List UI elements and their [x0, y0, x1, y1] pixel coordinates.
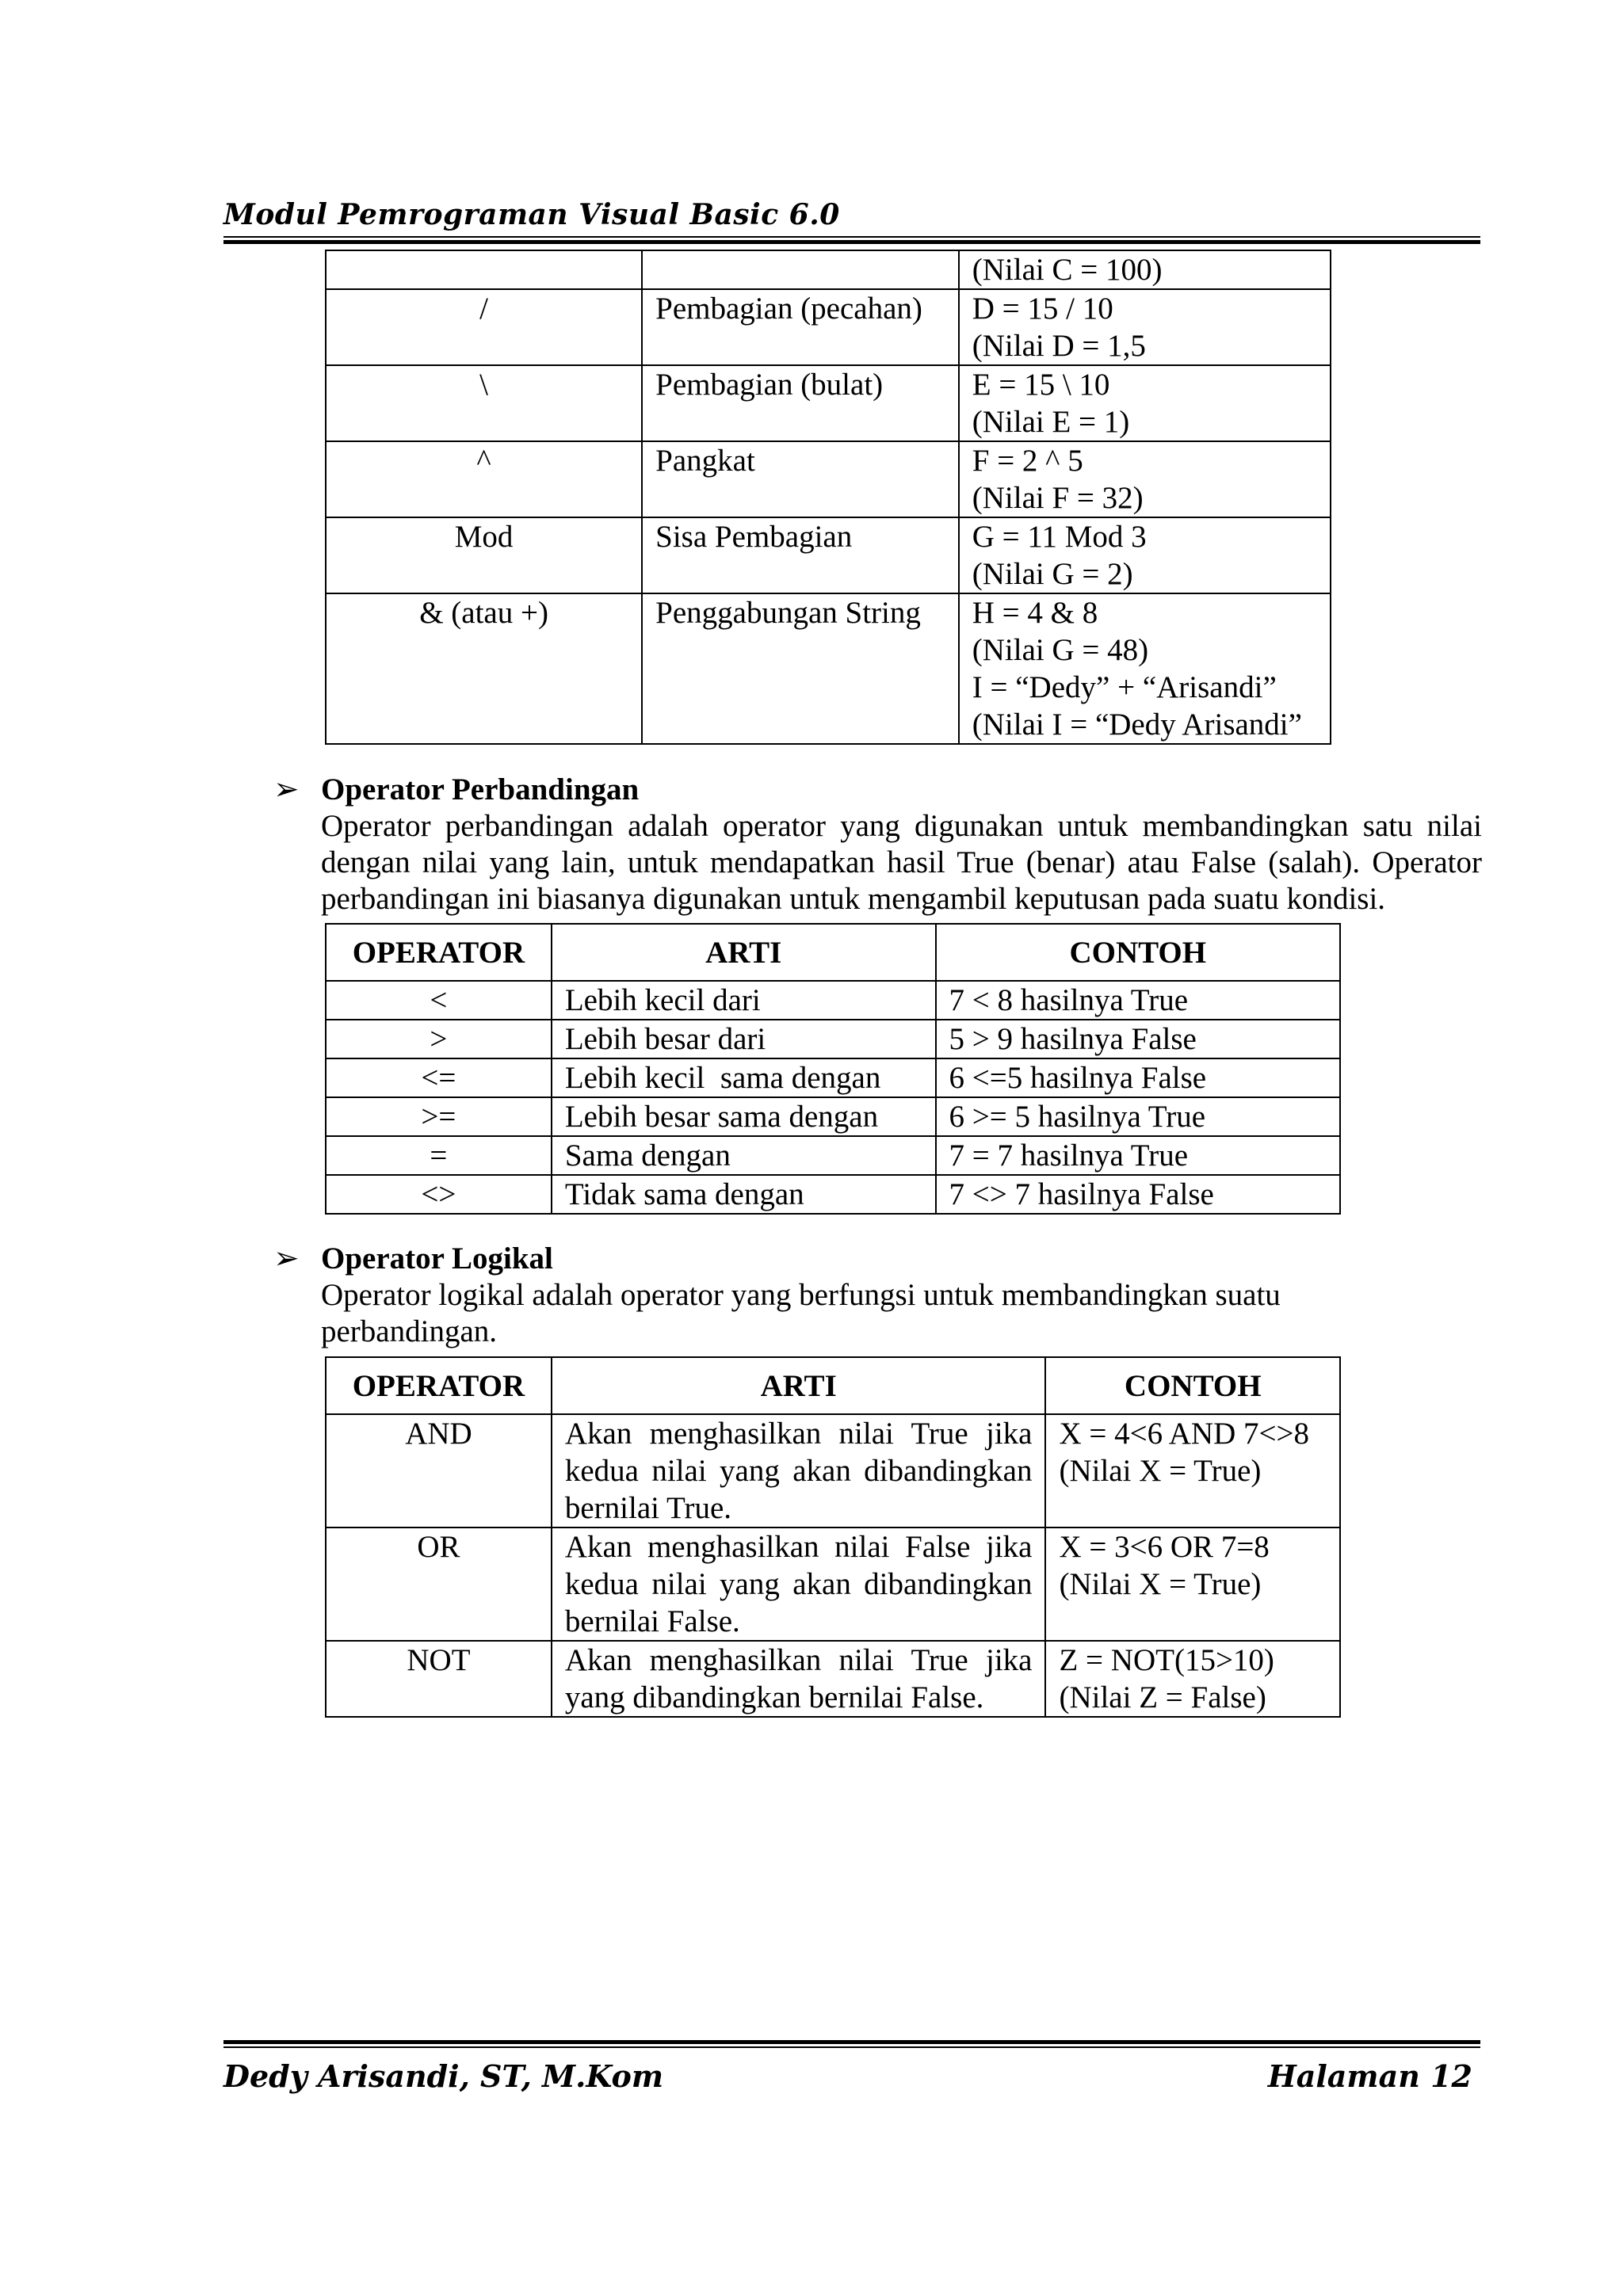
arti-cell: Lebih kecil sama dengan [552, 1058, 936, 1097]
page-header-title: Modul Pemrograman Visual Basic 6.0 [223, 198, 840, 231]
footer-author: Dedy Arisandi, ST, M.Kom [223, 2058, 664, 2094]
arti-cell: Sisa Pembagian [642, 517, 959, 593]
table-row [326, 593, 1331, 744]
column-header: ARTI [552, 924, 936, 981]
operator-cell: & (atau +) [326, 593, 642, 744]
column-header: ARTI [552, 1357, 1046, 1414]
arti-cell: Akan menghasilkan nilai True jika yang dibandingkan bernilai False. [552, 1641, 1046, 1717]
table-row [326, 1020, 1340, 1058]
contoh-cell: 7 < 8 hasilnya True [936, 981, 1340, 1020]
contoh-cell: 6 >= 5 hasilnya True [936, 1097, 1340, 1136]
table-row [326, 365, 1331, 441]
footer-rule-thick [223, 2040, 1480, 2044]
contoh-cell: 7 <> 7 hasilnya False [936, 1175, 1340, 1214]
table-row [326, 1136, 1340, 1175]
column-header: OPERATOR [326, 924, 552, 981]
contoh-cell: G = 11 Mod 3 (Nilai G = 2) [959, 517, 1331, 593]
contoh-cell: 5 > 9 hasilnya False [936, 1020, 1340, 1058]
contoh-cell: (Nilai C = 100) [959, 250, 1331, 289]
logical-operator-table [325, 1356, 1341, 1718]
arti-cell: Lebih besar sama dengan [552, 1097, 936, 1136]
table-row [326, 1058, 1340, 1097]
operator-cell [326, 250, 642, 289]
section-heading-logikal [273, 1240, 553, 1277]
comparison-operator-table [325, 923, 1341, 1215]
header-rule-thick [223, 240, 1480, 244]
arti-cell: Lebih kecil dari [552, 981, 936, 1020]
bullet-arrow-icon: ➢ [273, 1241, 300, 1276]
operator-cell: > [326, 1020, 552, 1058]
bullet-arrow-icon: ➢ [273, 772, 300, 807]
table-header-row [326, 924, 1340, 981]
operator-cell: <= [326, 1058, 552, 1097]
footer-page-number: Halaman 12 [1267, 2058, 1472, 2094]
operator-cell: < [326, 981, 552, 1020]
operator-cell: <> [326, 1175, 552, 1214]
arti-cell: Lebih besar dari [552, 1020, 936, 1058]
contoh-cell: H = 4 & 8 (Nilai G = 48) I = “Dedy” + “Arisandi” (Nilai I = “Dedy Arisandi” [959, 593, 1331, 744]
arti-cell [642, 250, 959, 289]
operator-cell: \ [326, 365, 642, 441]
section-heading-text: Operator Logikal [321, 1241, 553, 1276]
operator-cell: / [326, 289, 642, 365]
column-header: CONTOH [1045, 1357, 1340, 1414]
operator-cell: ^ [326, 441, 642, 517]
paragraph-perbandingan: Operator perbandingan adalah operator yang digunakan untuk membandingkan satu nilai dengan nilai yang lain, untuk mendapatkan hasil True (benar) atau False (salah). Operator perbandingan ini biasanya digunakan untuk mengambil keputusan pada suatu kondisi. [321, 809, 1482, 916]
arti-cell: Akan menghasilkan nilai False jika kedua nilai yang akan dibandingkan bernilai False. [552, 1527, 1046, 1641]
table-row [326, 289, 1331, 365]
table-row [326, 1641, 1340, 1717]
contoh-cell: Z = NOT(15>10) (Nilai Z = False) [1045, 1641, 1340, 1717]
column-header: CONTOH [936, 924, 1340, 981]
arti-cell: Sama dengan [552, 1136, 936, 1175]
column-header: OPERATOR [326, 1357, 552, 1414]
arti-cell: Akan menghasilkan nilai True jika kedua nilai yang akan dibandingkan bernilai True. [552, 1414, 1046, 1527]
operator-cell: >= [326, 1097, 552, 1136]
arti-cell: Pembagian (bulat) [642, 365, 959, 441]
footer-rule-thin [223, 2046, 1480, 2048]
contoh-cell: D = 15 / 10 (Nilai D = 1,5 [959, 289, 1331, 365]
contoh-cell: F = 2 ^ 5 (Nilai F = 32) [959, 441, 1331, 517]
header-rule-thin [223, 236, 1480, 238]
contoh-cell: 7 = 7 hasilnya True [936, 1136, 1340, 1175]
contoh-cell: X = 4<6 AND 7<>8 (Nilai X = True) [1045, 1414, 1340, 1527]
section-heading-text: Operator Perbandingan [321, 772, 640, 807]
paragraph-logikal: Operator logikal adalah operator yang berfungsi untuk membandingkan suatu perbandingan. [321, 1278, 1281, 1348]
contoh-cell: X = 3<6 OR 7=8 (Nilai X = True) [1045, 1527, 1340, 1641]
arti-cell: Pembagian (pecahan) [642, 289, 959, 365]
arti-cell: Tidak sama dengan [552, 1175, 936, 1214]
table-row [326, 1414, 1340, 1527]
arithmetic-operator-table [325, 250, 1331, 745]
operator-cell: = [326, 1136, 552, 1175]
table-header-row [326, 1357, 1340, 1414]
arti-cell: Pangkat [642, 441, 959, 517]
table-row [326, 441, 1331, 517]
operator-cell: AND [326, 1414, 552, 1527]
contoh-cell: E = 15 \ 10 (Nilai E = 1) [959, 365, 1331, 441]
operator-cell: OR [326, 1527, 552, 1641]
contoh-cell: 6 <=5 hasilnya False [936, 1058, 1340, 1097]
operator-cell: Mod [326, 517, 642, 593]
arti-cell: Penggabungan String [642, 593, 959, 744]
section-heading-perbandingan [273, 771, 639, 808]
table-row [326, 1175, 1340, 1214]
operator-cell: NOT [326, 1641, 552, 1717]
table-row [326, 517, 1331, 593]
table-row [326, 1097, 1340, 1136]
table-row [326, 1527, 1340, 1641]
table-row [326, 250, 1331, 289]
table-row [326, 981, 1340, 1020]
